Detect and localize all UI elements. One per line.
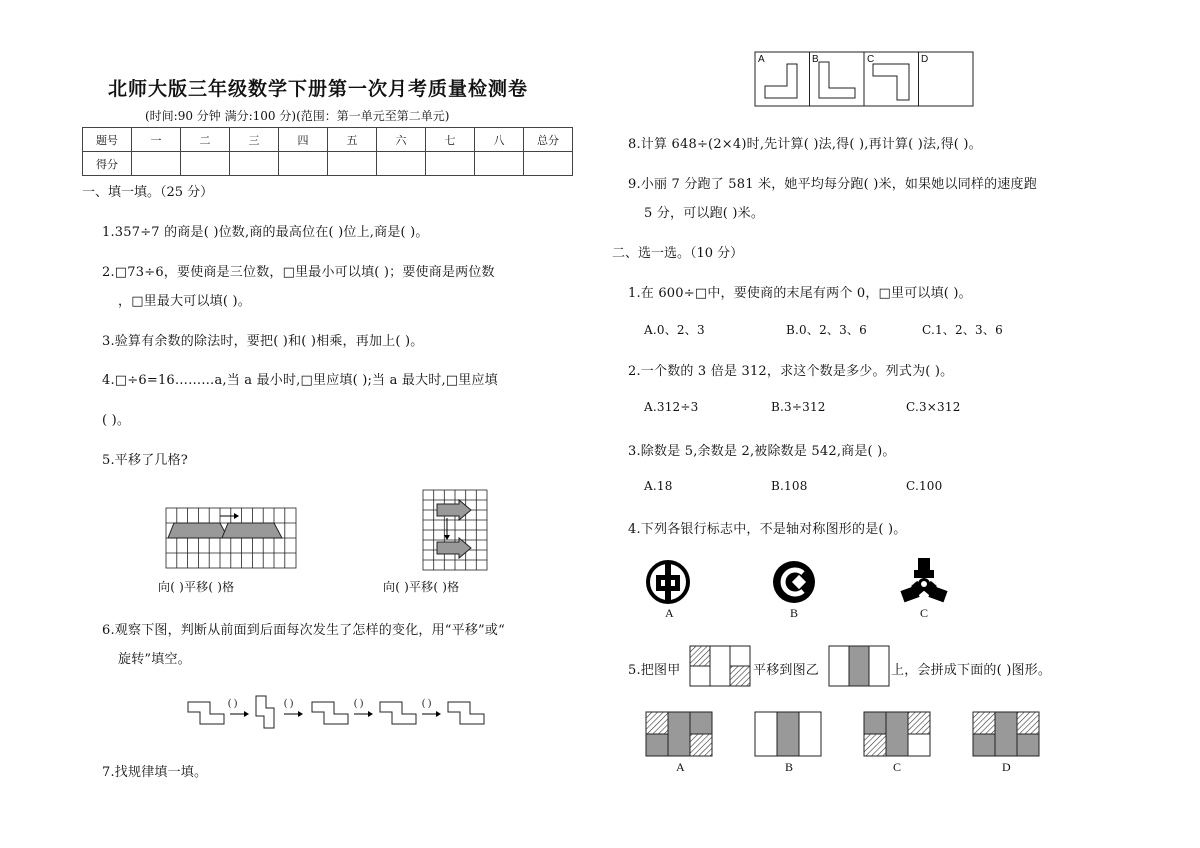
option-b[interactable]: B.3÷312 [771,400,826,414]
question-text: 平移到图乙 [753,663,820,678]
score-input-cell[interactable] [181,152,230,176]
score-input-cell[interactable] [328,152,377,176]
table-cell: 六 [377,128,426,152]
pattern-label: C [867,54,875,65]
option-c[interactable]: C.3×312 [906,400,961,414]
table-cell: 一 [132,128,181,152]
question-text: 7.找规律填一填。 [102,765,208,780]
option-a[interactable]: A.312÷3 [644,400,699,414]
question-text: 2.一个数的 3 倍是 312，求这个数是多少。列式为( )。 [628,364,954,379]
svg-text:( ): ( ) [284,698,294,709]
section-heading: 一、填一填。（25 分） [82,185,214,200]
question-text: 6.观察下图，判断从前面到后面每次发生了怎样的变化，用“平移”或“ [102,623,505,638]
shape-sequence-figure [186,694,491,734]
answer-label[interactable]: B [785,760,794,774]
question-text: 3.验算有余数的除法时，要把( )和( )相乘，再加上( )。 [102,334,424,349]
question-text: 3.除数是 5,余数是 2,被除数是 542,商是( )。 [628,444,896,459]
option-a[interactable]: A.18 [644,479,673,493]
bank-logo-a-icon [646,560,694,604]
svg-text:( ): ( ) [228,698,238,709]
score-table-score-row [83,152,573,176]
answer-figure-c[interactable] [864,712,932,758]
logo-label[interactable]: B [790,606,799,620]
option-b[interactable]: B.0、2、3、6 [786,323,867,337]
answer-label[interactable]: C [893,760,902,774]
question-text: 1.357÷7 的商是( )位数,商的最高位在( )位上,商是( )。 [102,225,429,240]
score-input-cell[interactable] [377,152,426,176]
option-c[interactable]: C.100 [906,479,943,493]
score-input-cell[interactable] [524,152,573,176]
score-input-cell[interactable] [230,152,279,176]
table-cell: 三 [230,128,279,152]
question-text: ( )。 [102,413,131,428]
score-input-cell[interactable] [475,152,524,176]
score-table [82,127,573,176]
bank-logo-b-icon [772,560,818,604]
table-cell: 总分 [524,128,573,152]
section-heading: 二、选一选。（10 分） [612,246,744,261]
question-text: 8.计算 648÷(2×4)时,先计算( )法,得( ),再计算( )法,得( )。 [628,137,982,152]
score-input-cell[interactable] [426,152,475,176]
score-table-header-row [83,128,573,152]
question-text: ，□里最大可以填( )。 [118,294,251,309]
pattern-label: D [921,54,929,65]
pattern-label: A [758,54,765,65]
answer-figure-b[interactable] [755,712,823,758]
question-text: 5.把图甲 [628,663,681,678]
question-text: 9.小丽 7 分跑了 581 米，她平均每分跑( )米，如果她以同样的速度跑 [628,177,1037,192]
question-text: 4.下列各银行标志中，不是轴对称图形的是( )。 [628,522,907,537]
translation-grid-figure-1 [166,508,296,570]
pattern-boxes-figure [755,52,975,108]
table-cell: 八 [475,128,524,152]
figure-jia [690,646,752,688]
score-input-cell[interactable] [279,152,328,176]
question-text: 旋转”填空。 [118,652,191,667]
option-c[interactable]: C.1、2、3、6 [922,323,1003,337]
logo-label[interactable]: A [665,606,674,620]
answer-figure-d[interactable] [973,712,1041,758]
option-a[interactable]: A.0、2、3 [644,323,705,337]
exam-info: (时间:90 分钟 满分:100 分)(范围：第一单元至第二单元) [145,109,450,123]
table-cell: 四 [279,128,328,152]
table-cell: 得分 [83,152,132,176]
table-cell: 七 [426,128,475,152]
table-cell: 二 [181,128,230,152]
bank-logo-c-icon [900,558,948,604]
logo-label[interactable]: C [920,606,929,620]
option-b[interactable]: B.108 [771,479,808,493]
svg-text:( ): ( ) [422,698,432,709]
answer-label[interactable]: D [1002,760,1011,774]
figure-caption: 向( )平移( )格 [158,580,235,594]
question-text: 5.平移了几格? [102,453,188,468]
score-input-cell[interactable] [132,152,181,176]
translation-grid-figure-2 [423,490,487,572]
figure-caption: 向( )平移( )格 [383,580,460,594]
question-text: 4.□÷6=16………a,当 a 最小时,□里应填( );当 a 最大时,□里应填 [102,373,498,388]
answer-label[interactable]: A [676,760,685,774]
question-text: 5 分，可以跑( )米。 [644,206,765,221]
question-text: 1.在 600÷□中，要使商的末尾有两个 0，□里可以填( )。 [628,286,972,301]
svg-text:( ): ( ) [354,698,364,709]
page-title: 北师大版三年级数学下册第一次月考质量检测卷 [108,78,529,100]
figure-yi [829,646,891,688]
table-cell: 五 [328,128,377,152]
question-text: 2.□73÷6，要使商是三位数，□里最小可以填( )；要使商是两位数 [102,265,495,280]
table-cell: 题号 [83,128,132,152]
question-text: 上，会拼成下面的( )图形。 [891,663,1052,678]
pattern-label: B [812,54,819,65]
answer-figure-a[interactable] [646,712,714,758]
